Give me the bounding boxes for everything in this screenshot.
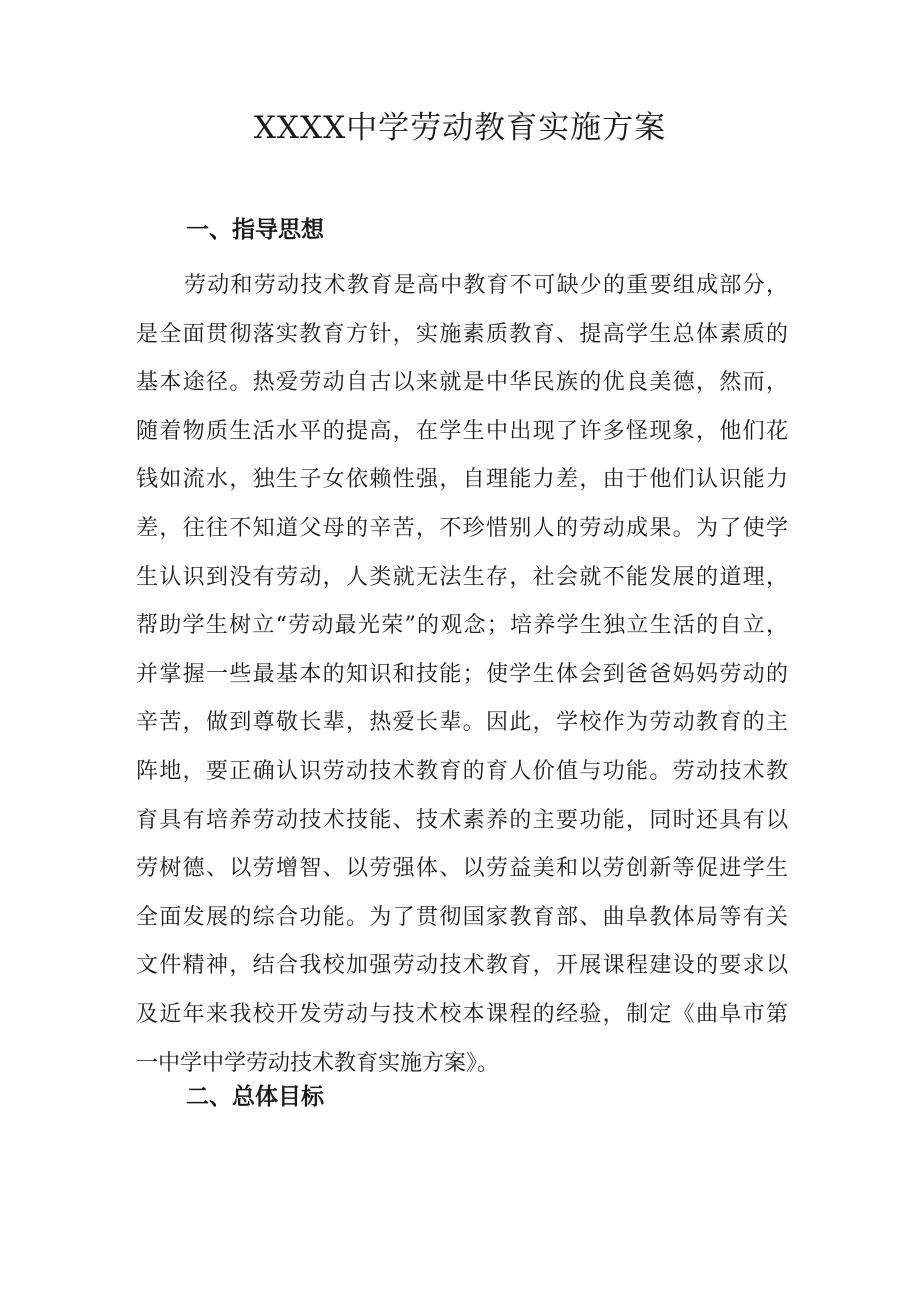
paragraph-line: 劳动和劳动技术教育是高中教育不可缺少的重要组成部分， (184, 273, 788, 298)
paragraph-line: 是全面贯彻落实教育方针，实施素质教育、提高学生总体素质的 (136, 321, 788, 347)
paragraph-line: 差，往往不知道父母的辛苦，不珍惜别人的劳动成果。为了使学 (136, 515, 788, 541)
paragraph-line: 全面发展的综合功能。为了贯彻国家教育部、曲阜教体局等有关 (136, 904, 788, 930)
paragraph-line: 劳树德、以劳增智、以劳强体、以劳益美和以劳创新等促进学生 (136, 856, 788, 882)
paragraph-line: 生认识到没有劳动，人类就无法生存，社会就不能发展的道理， (136, 564, 788, 590)
document-title: XXXX中学劳动教育实施方案 (253, 110, 667, 146)
paragraph-line: 钱如流水，独生子女依赖性强，自理能力差，由于他们认识能力 (136, 467, 788, 493)
section-paragraph-guiding-ideology (136, 262, 816, 1088)
paragraph-line: 阵地，要正确认识劳动技术教育的育人价值与功能。劳动技术教 (136, 758, 788, 784)
paragraph-line: 辛苦，做到尊敬长辈，热爱长辈。因此，学校作为劳动教育的主 (136, 710, 788, 736)
paragraph-line: 随着物质生活水平的提高，在学生中出现了许多怪现象，他们花 (136, 418, 788, 444)
section-heading-guiding-ideology: 一、指导思想 (186, 217, 324, 243)
paragraph-line: 文件精神，结合我校加强劳动技术教育，开展课程建设的要求以 (136, 953, 788, 979)
paragraph-line: 帮助学生树立“劳动最光荣”的观念；培养学生独立生活的自立， (136, 613, 788, 639)
section-heading-overall-goals: 二、总体目标 (186, 1084, 324, 1110)
paragraph-line: 一中学中学劳动技术教育实施方案》。 (136, 1050, 500, 1076)
paragraph-line: 并掌握一些最基本的知识和技能；使学生体会到爸爸妈妈劳动的 (136, 661, 788, 687)
paragraph-line: 基本途径。热爱劳动自古以来就是中华民族的优良美德，然而， (136, 370, 788, 396)
paragraph-line: 及近年来我校开发劳动与技术校本课程的经验，制定《曲阜市第 (136, 1001, 788, 1027)
paragraph-line: 育具有培养劳动技术技能、技术素养的主要功能，同时还具有以 (136, 807, 788, 833)
